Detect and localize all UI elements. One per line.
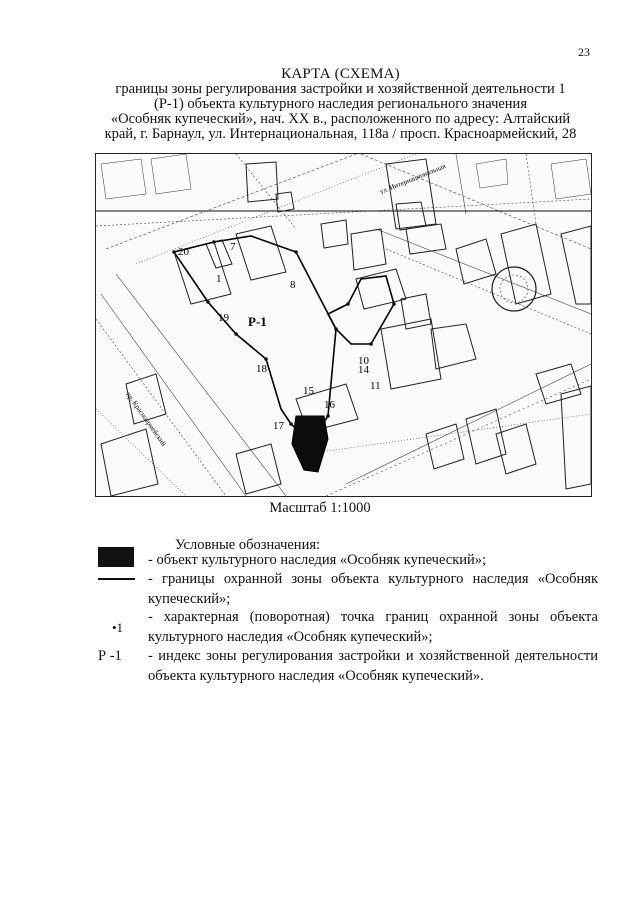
map-point-label: 15 <box>303 385 314 397</box>
cadastral-map <box>95 153 592 497</box>
map-point-label: 18 <box>256 363 267 375</box>
map-subtitle-line: границы зоны регулирования застройки и хозяйственной деятельности 1 <box>115 81 566 97</box>
map-point-label: 10 <box>358 355 369 367</box>
zone-label: Р-1 <box>248 314 267 329</box>
boundary-line-symbol <box>98 578 135 580</box>
map-point-label: 7 <box>230 241 236 253</box>
map-point-label: 8 <box>290 279 296 291</box>
map-title-block <box>88 67 593 142</box>
map-point-label: 14 <box>358 364 369 376</box>
turning-point-symbol: •1 <box>112 620 124 635</box>
map-subtitle-line: (Р-1) объекта культурного наследия регионального значения <box>153 96 527 112</box>
legend-item-text: - индекс зоны регулирования застройки и хозяйственной деятельности объекта культурного наследия «Особняк купеческий». <box>148 648 598 684</box>
legend-item-text: - характерная (поворотная) точка границ охранной зоны объекта культурного наследия «Особняк купеческий»; <box>148 609 598 645</box>
map-subtitle-line: «Особняк купеческий», нач. XX в., расположенного по адресу: Алтайский <box>110 111 571 127</box>
map-drawing <box>96 154 591 496</box>
scale-caption: Масштаб 1:1000 <box>269 500 371 516</box>
page-number: 23 <box>578 45 590 59</box>
legend-heading: Условные обозначения: <box>175 537 321 553</box>
zone-index-symbol: Р -1 <box>98 648 122 664</box>
map-point-label: 17 <box>273 420 284 432</box>
street-label: пр. Красноармейский <box>124 390 168 448</box>
map-subtitle-line: край, г. Барнаул, ул. Интернациональная, 118а / просп. Красноармейский, 28 <box>104 126 577 142</box>
map-title: КАРТА (СХЕМА) <box>281 66 400 82</box>
heritage-object-symbol <box>98 547 134 567</box>
map-point-label: 16 <box>324 399 335 411</box>
map-point-label: 11 <box>370 380 381 392</box>
legend-item-text: - объект культурного наследия «Особняк купеческий»; <box>148 552 487 568</box>
street-label: ул. Интернациональная <box>378 162 447 196</box>
map-point-label: 20 <box>178 246 189 258</box>
legend-item-text: - границы охранной зоны объекта культурного наследия «Особняк купеческий»; <box>148 571 598 607</box>
map-point-label: 19 <box>218 312 229 324</box>
map-point-label: 1 <box>216 273 222 285</box>
